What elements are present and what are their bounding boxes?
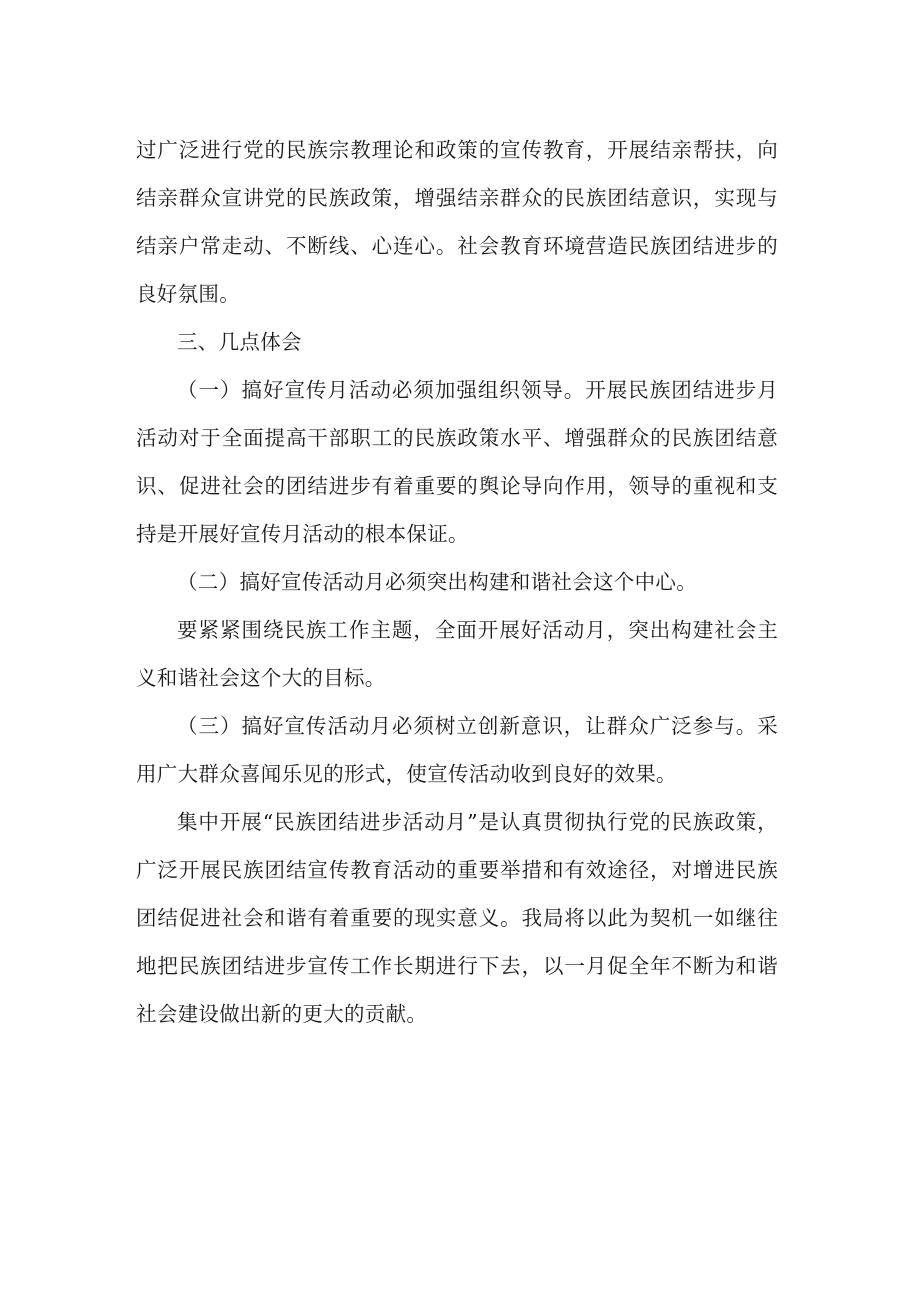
paragraph-point-two: （二）搞好宣传活动月必须突出构建和谐社会这个中心。	[177, 570, 697, 594]
paragraph-point-three: （三）搞好宣传活动月必须树立创新意识，让群众广泛参与。采用广大群众喜闻乐见的形式，使宣传活动收到良好的效果。	[136, 714, 778, 786]
paragraph-point-one: （一）搞好宣传月活动必须加强组织领导。开展民族团结进步月活动对于全面提高干部职工的民族政策水平、增强群众的民族团结意识、促进社会的团结进步有着重要的舆论导向作用，领导的重视和支持是开展好宣传月活动的根本保证。	[136, 378, 778, 546]
paragraph-point-two-detail: 要紧紧围绕民族工作主题，全面开展好活动月，突出构建社会主义和谐社会这个大的目标。	[136, 618, 778, 690]
paragraph-conclusion: 集中开展“民族团结进步活动月”是认真贯彻执行党的民族政策，广泛开展民族团结宣传教育活动的重要举措和有效途径，对增进民族团结促进社会和谐有着重要的现实意义。我局将以此为契机一如继往地把民族团结进步宣传工作长期进行下去，以一月促全年不断为和谐社会建设做出新的更大的贡献。	[136, 810, 778, 1026]
document-body	[136, 126, 778, 1038]
section-heading: 三、几点体会	[177, 330, 302, 354]
paragraph-continuation: 过广泛进行党的民族宗教理论和政策的宣传教育，开展结亲帮扶，向结亲群众宣讲党的民族政策，增强结亲群众的民族团结意识，实现与结亲户常走动、不断线、心连心。社会教育环境营造民族团结进步的良好氛围。	[136, 138, 778, 306]
